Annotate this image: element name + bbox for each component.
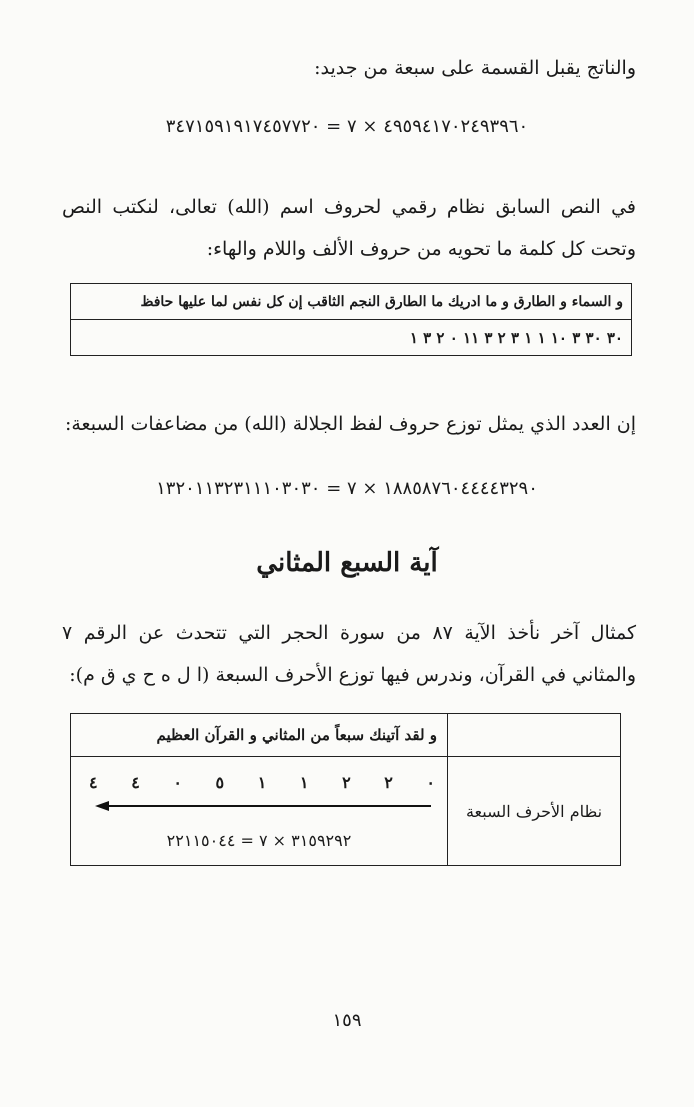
equation-2: ١٨٨٥٨٧٦٠٤٤٤٤٣٢٩٠ × ٧ = ١٣٢٠١١٣٢٣١١١٠٣٠٣٠	[156, 478, 538, 499]
digit: ٥	[215, 773, 225, 792]
page-number: ١٥٩	[332, 1010, 362, 1031]
digits-cell	[71, 757, 448, 866]
digit: ٠	[173, 773, 182, 792]
letter-count-table	[70, 283, 632, 356]
intro-line: والناتج يقبل القسمة على سبعة من جديد:	[314, 57, 636, 79]
empty-header-cell	[448, 714, 621, 757]
verse-cell: و لقد آتينك سبعاً من المثاني و القرآن العظيم	[71, 714, 448, 757]
words-row-cell: و السماء و الطارق و ما ادريك ما الطارق النجم الثاقب إن كل نفس لما عليها حافظ	[71, 284, 632, 320]
equation-1: ٤٩٥٩٤١٧٠٢٤٩٣٩٦٠ × ٧ = ٣٤٧١٥٩١٩١٧٤٥٧٧٢٠	[165, 116, 529, 137]
table-row	[71, 284, 632, 320]
digits-row-cell: ٣٠ ٣٠ ٣ ١٠ ١ ١ ٣ ٢ ٣ ١١ ٠ ٢ ٣ ١	[71, 320, 632, 356]
row-label-cell: نظام الأحرف السبعة	[448, 757, 621, 866]
table-row	[71, 320, 632, 356]
digit: ٢	[384, 773, 393, 792]
digit: ١	[299, 773, 309, 792]
table-row	[71, 714, 621, 757]
digit: ٤	[131, 773, 140, 792]
paragraph-2: إن العدد الذي يمثل توزع حروف لفظ الجلالة (الله) من مضاعفات السبعة:	[64, 413, 636, 435]
table-row	[71, 757, 621, 866]
seven-letters-table	[70, 713, 621, 866]
digit: ١	[257, 773, 267, 792]
paragraph-1: في النص السابق نظام رقمي لحروف اسم (الله) تعالى، لنكتب النص وتحت كل كلمة ما تحويه من حروف الألف واللام والهاء:	[62, 196, 636, 260]
left-arrow-icon	[95, 800, 435, 812]
digit: ٤	[89, 773, 98, 792]
section-heading: آية السبع المثاني	[256, 548, 438, 578]
equation-3: ٣١٥٩٢٩٢ × ٧ = ٢٢١١٥٠٤٤	[166, 831, 352, 850]
digit: ٠	[426, 773, 435, 792]
digit: ٢	[342, 773, 351, 792]
paragraph-3: كمثال آخر نأخذ الآية ٨٧ من سورة الحجر التي تتحدث عن الرقم ٧ والمثاني في القرآن، وندرس فيها توزع الأحرف السبعة (ا ل ه ح ي ق م):	[62, 622, 636, 686]
digit-sequence	[89, 773, 435, 792]
